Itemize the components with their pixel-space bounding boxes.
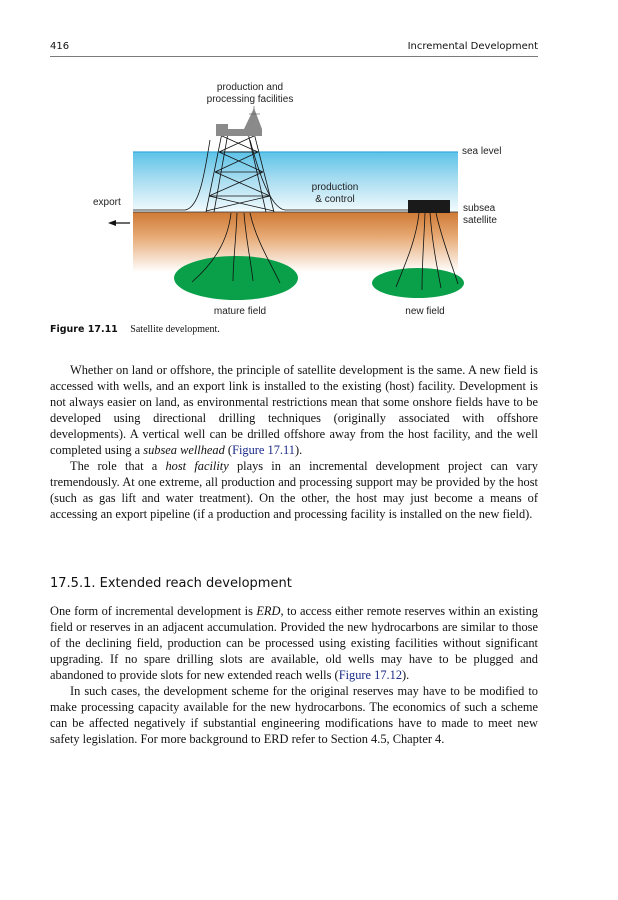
page-number: 416	[50, 41, 70, 52]
seabed-sediment	[133, 212, 458, 272]
paragraph-1: Whether on land or offshore, the principle of satellite development is the same. A new field is accessed with wells, and an export link is installed to the existing (host) facility. Development is not always easier on land, as environmental restrictions mean that some onshore fields have to be developed using directional drilling techniques (originally associated with offshore developments). A vertical well can be drilled offshore away from the host facility, and the well completed using a subsea wellhead (Figure 17.11).	[50, 363, 538, 457]
mature-field-reservoir	[174, 256, 298, 300]
section-heading: 17.5.1. Extended reach development	[50, 576, 292, 591]
label-mature-field: mature field	[213, 306, 267, 317]
paragraph-3: One form of incremental development is ERD, to access either remote reserves within an existing field or reserves in an adjacent accumulation. Provided the new hydrocarbons are similar to those of the declining field, production can be processed using existing facilities without significant upgrading. If no spare drilling slots are available, old wells may have to be plugged and abandoned to provide slots for new extended reach wells (Figure 17.12).	[50, 604, 538, 682]
export-arrow-icon	[108, 220, 130, 226]
page-header	[50, 40, 538, 57]
body-block-1	[50, 362, 538, 522]
label-production-processing: production and processing facilities	[206, 82, 294, 105]
label-subsea-satellite: subsea satellite	[463, 203, 497, 226]
figure-satellite-development	[0, 70, 618, 320]
figure-17-11-link[interactable]: Figure 17.11	[232, 443, 295, 457]
figure-caption	[50, 324, 220, 335]
paragraph-4: In such cases, the development scheme for the original reserves may have to be modified to make processing capacity available for the new hydrocarbons. The economics of such a scheme can be affected negatively if substantial engineering modifications have to made to meet new safety legislation. For more background to ERD refer to Section 4.5, Chapter 4.	[50, 684, 538, 746]
platform-derrick	[244, 108, 262, 129]
label-new-field: new field	[405, 306, 445, 317]
caption-text: Satellite development.	[130, 324, 220, 335]
caption-number: Figure 17.11	[50, 324, 118, 335]
label-production-control: production & control	[311, 182, 359, 205]
paragraph-2: The role that a host facility plays in an incremental development project can vary tremendously. At one extreme, all production and processing support may be provided by the host (such as gas lift and water treatment). On the other, the host may just become a means of accessing an export pipeline (if a production and processing facility is installed on the new field).	[50, 459, 538, 521]
running-title: Incremental Development	[407, 41, 538, 52]
label-export: export	[93, 197, 121, 208]
figure-17-12-link[interactable]: Figure 17.12	[338, 668, 403, 682]
subsea-satellite-block	[408, 200, 450, 213]
new-field-reservoir	[372, 268, 464, 298]
body-block-2	[50, 603, 538, 747]
label-sea-level: sea level	[462, 146, 502, 157]
